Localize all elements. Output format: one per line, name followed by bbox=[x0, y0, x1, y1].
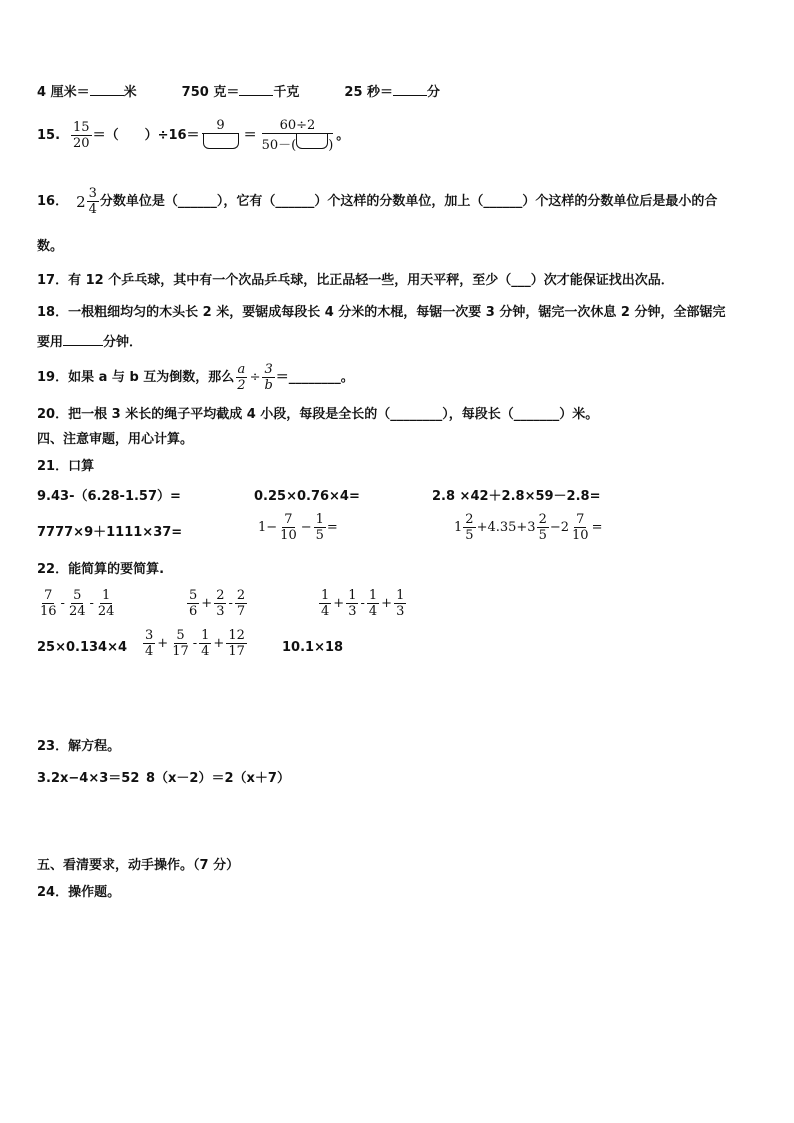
fraction: $\frac{3}{b}$ bbox=[264, 362, 273, 393]
operator: ÷ bbox=[249, 369, 261, 385]
question-text: 19．如果 a 与 b 互为倒数，那么 bbox=[37, 369, 235, 385]
question-23-title: 23．解方程。 bbox=[37, 739, 121, 754]
simplify-expr-2: $\frac{5}{6}$ + $\frac{2}{3}$ - $\frac{2}{7}$ bbox=[189, 588, 246, 619]
section-heading-5: 五、看清要求，动手操作。（7 分） bbox=[37, 858, 240, 873]
conversion-b: 750 克＝ bbox=[181, 85, 240, 100]
answer-blank[interactable] bbox=[63, 332, 103, 346]
question-22-title: 22．能简算的要简算. bbox=[37, 562, 165, 577]
question-18: 18．一根粗细均匀的木头长 2 米，要锯成每段长 4 分米的木棍，每锯一次要 3 分钟，锯完一次休息 2 分钟，全部锯完 bbox=[37, 305, 726, 320]
fraction: $\frac{a}{2}$ bbox=[237, 362, 246, 393]
question-text: 要用 bbox=[37, 335, 64, 350]
conversion-c: 25 秒＝ bbox=[344, 85, 394, 100]
section-heading-4: 四、注意审题，用心计算。 bbox=[37, 432, 194, 447]
question-18-continued bbox=[37, 332, 142, 352]
answer-box[interactable] bbox=[296, 134, 328, 149]
question-text: 分数单位是（______），它有（______）个这样的分数单位，加上（______）个这样的分数单位后是最小的合 bbox=[99, 193, 718, 209]
simplify-expr-3: $\frac{1}{4}$ + $\frac{1}{3}$ - $\frac{1}{4}$ + $\frac{1}{3}$ bbox=[321, 588, 405, 619]
question-number: 16． bbox=[37, 193, 69, 209]
mental-calc-3: 2.8 ×42＋2.8×59－2.8= bbox=[432, 489, 601, 504]
answer-blank[interactable] bbox=[393, 82, 427, 96]
mental-calc-6: 1 $\frac{2}{5}$ +4.35+3 $\frac{2}{5}$ −2 $\frac{7}{10}$ = bbox=[454, 512, 603, 543]
question-19 bbox=[37, 362, 354, 393]
equation-1: 3.2x−4×3＝52 bbox=[37, 771, 140, 786]
conversion-c-unit: 分 bbox=[427, 85, 441, 100]
conversion-b-unit: 千克 bbox=[273, 85, 300, 100]
answer-blank[interactable] bbox=[90, 82, 124, 96]
fraction: 9 bbox=[201, 118, 241, 153]
conversion-a-unit: 米 bbox=[123, 85, 137, 100]
equation-2: 8（x－2）＝2（x＋7） bbox=[146, 771, 290, 786]
mental-calc-4: 7777×9＋1111×37= bbox=[37, 525, 183, 540]
question-text: 分钟． bbox=[103, 335, 143, 350]
unit-conversion-line bbox=[37, 82, 440, 102]
fraction: $\frac{60\div 2}{50-( )}$ bbox=[261, 118, 334, 153]
mental-calc-5: 1− $\frac{7}{10}$ − $\frac{1}{5}$ = bbox=[258, 512, 338, 543]
equals-sign: ＝ bbox=[243, 127, 257, 143]
simplify-expr-1: $\frac{7}{16}$ - $\frac{5}{24}$ - $\frac{1}{24}$ bbox=[40, 588, 115, 619]
question-text: ＝________。 bbox=[275, 369, 354, 385]
answer-blank[interactable] bbox=[239, 82, 273, 96]
question-15 bbox=[37, 118, 349, 153]
mental-calc-1: 9.43-（6.28-1.57）= bbox=[37, 489, 181, 504]
period: 。 bbox=[336, 127, 350, 143]
equation-text: ＝（ ）÷16＝ bbox=[92, 127, 200, 143]
question-16 bbox=[37, 186, 717, 217]
simplify-expr-5: $\frac{3}{4}$ + $\frac{5}{17}$ - $\frac{1}{4}$ + $\frac{12}{17}$ bbox=[145, 628, 245, 659]
question-20: 20．把一根 3 米长的绳子平均截成 4 小段，每段是全长的（________），每段长（_______）米。 bbox=[37, 407, 599, 422]
fraction: $\frac{15}{20}$ bbox=[73, 120, 90, 151]
question-24: 24．操作题。 bbox=[37, 885, 121, 900]
mixed-number: 2 $\frac{3}{4}$ bbox=[76, 186, 97, 217]
answer-box[interactable] bbox=[203, 134, 239, 149]
simplify-expr-4: 25×0.134×4 bbox=[37, 640, 128, 655]
simplify-expr-6: 10.1×18 bbox=[282, 640, 344, 655]
question-16-continued: 数。 bbox=[37, 239, 64, 254]
mental-calc-2: 0.25×0.76×4= bbox=[254, 489, 360, 504]
question-17: 17．有 12 个乒乓球，其中有一个次品乒乓球，比正品轻一些，用天平秤，至少（___）次才能保证找出次品． bbox=[37, 273, 674, 288]
question-21-title: 21．口算 bbox=[37, 459, 95, 474]
conversion-a: 4 厘米＝ bbox=[37, 85, 90, 100]
question-number: 15. bbox=[37, 127, 61, 143]
